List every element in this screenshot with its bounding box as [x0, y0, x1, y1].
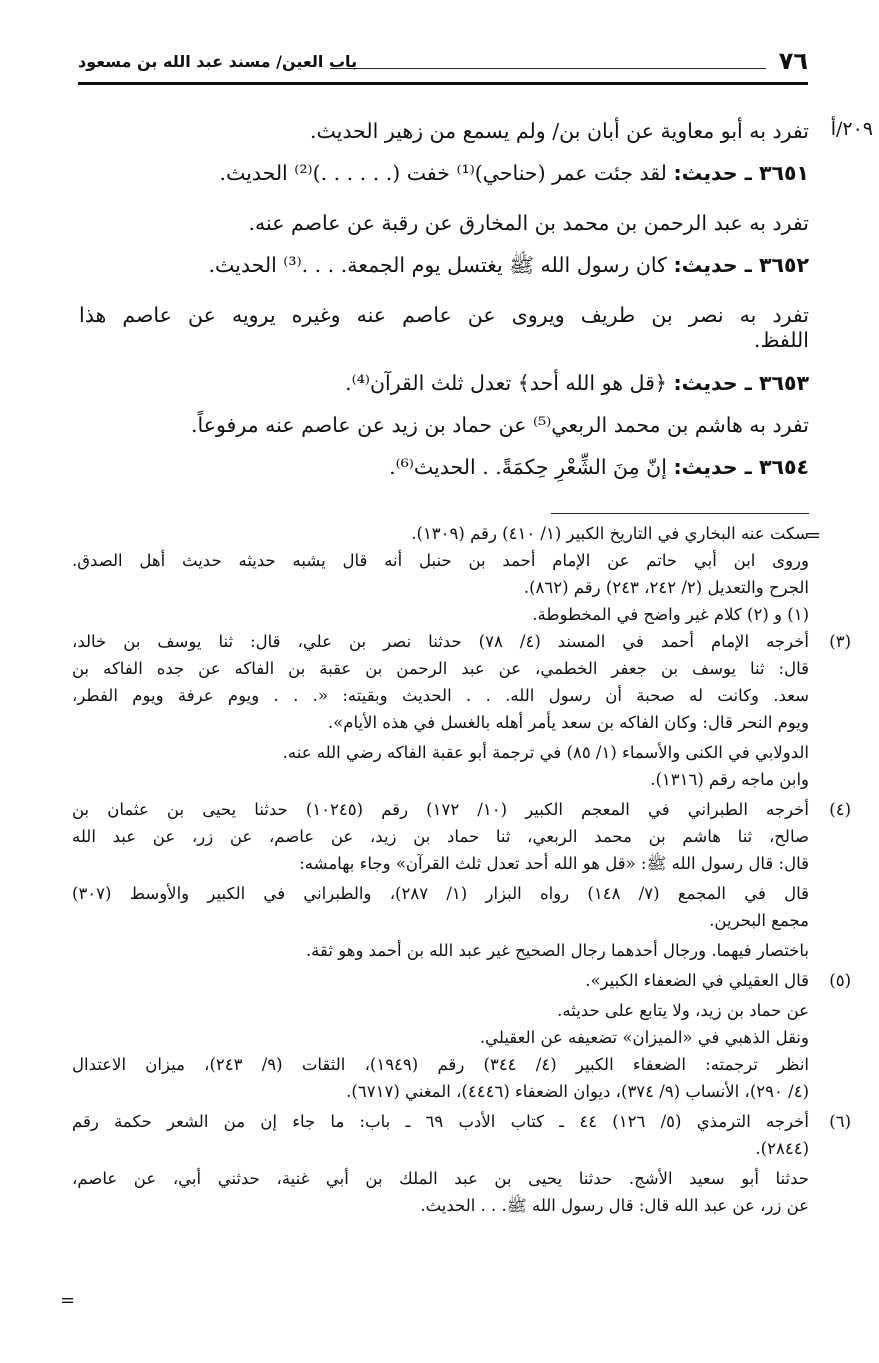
footnote-line: (٤/ ٢٩٠)، الأنساب (٩/ ٣٧٤)، ديوان الضعفاء (٤٤٤٦)، المغني (٦٧١٧).	[346, 1082, 809, 1101]
footnote-line: أخرجه الترمذي (٥/ ١٢٦) ٤٤ ـ كتاب الأدب ٦٩ ـ باب: ما جاء إن من الشعر حكمة رقم	[72, 1112, 809, 1131]
continuation-mark: =	[805, 525, 821, 546]
footnote-separator	[551, 513, 809, 514]
hadith-3654	[79, 446, 809, 488]
footnote-marker: (٣)	[829, 632, 851, 651]
footnote-line: وابن ماجه رقم (١٣١٦).	[650, 770, 809, 789]
footnote-line: حدثنا أبو سعيد الأشج. حدثنا يحيى بن عبد الملك بن أبي غنية، حدثني أبي، عن عاصم،	[72, 1169, 809, 1188]
footnote-6	[72, 1108, 851, 1219]
footnote-line: قال: قال رسول الله ﷺ: «قل هو الله أحد تعدل ثلث القرآن» وجاء بهامشه:	[299, 854, 809, 873]
header-rule	[78, 82, 808, 85]
hadith-3653	[79, 362, 809, 404]
footnote-line: باختصار فيهما. ورجال أحدهما رجال الصحيح غير عبد الله بن أحمد وهو ثقة.	[305, 941, 809, 960]
footnote-line: (٢٨٤٤).	[755, 1139, 809, 1158]
footnote-line: قال: ثنا يوسف بن جعفر الخطمي، عن عبد الرحمن بن عقبة بن الفاكه عن جده الفاكه بن	[72, 659, 809, 678]
hadith-text: كان رسول الله ﷺ يغتسل يوم الجمعة. . . .⁽³⁾ الحديث.	[208, 253, 667, 277]
footnote-line: الجرح والتعديل (٢/ ٢٤٢، ٢٤٣) رقم (٨٦٢).	[523, 578, 809, 597]
text-line-continuation: اللفظ.	[753, 328, 809, 352]
footnote-line: قال في المجمع (٧/ ١٤٨) رواه البزار (١/ ٢٨٧)، والطبراني في الكبير والأوسط (٣٠٧)	[72, 884, 810, 903]
hadith-text: لقد جئت عمر (حناحي)⁽¹⁾ خفت (. . . . . .)⁽²⁾ الحديث.	[219, 161, 667, 185]
hadith-text: ﴿قل هو الله أحد﴾ تعدل ثلث القرآن⁽⁴⁾.	[345, 371, 667, 395]
footnote-line: صالح، ثنا هاشم بن محمد الربعي، ثنا حماد بن زيد، عن عاصم، عن زر، عن عبد الله	[72, 827, 809, 846]
hadith-number: ٣٦٥٤ ـ حديث:	[673, 455, 809, 479]
footnote-line	[72, 601, 809, 628]
footnote-4	[72, 796, 851, 964]
footnote-text: كلام غير واضح في المخطوطة.	[532, 605, 742, 624]
footnote-line: عن زر، عن عبد الله قال: قال رسول الله ﷺ. . . الحديث.	[420, 1196, 809, 1215]
footnote-line: أخرجه الإمام أحمد في المسند (٤/ ٧٨) حدثنا نصر بن علي، قال: ثنا يوسف بن خالد،	[72, 632, 809, 651]
manuscript-folio-marker: ٢٠٩/أ	[830, 118, 873, 140]
running-header	[78, 46, 808, 82]
footnotes	[72, 520, 851, 1219]
continuation-mark: =	[60, 1290, 76, 1311]
hadith-number: ٣٦٥٢ ـ حديث:	[673, 253, 809, 277]
footnote-line: سعد. وكانت له صحبة أن رسول الله. . . الحديث وبقيته: «. . . ويوم عرفة ويوم الفطر،	[72, 686, 809, 705]
footnote-line: الدولابي في الكنى والأسماء (١/ ٨٥) في ترجمة أبو عقبة الفاكه رضي الله عنه.	[282, 743, 809, 762]
text-line: تفرد به هاشم بن محمد الربعي⁽⁵⁾ عن حماد بن زيد عن عاصم عنه مرفوعاً.	[190, 413, 809, 437]
hadith-3652	[79, 244, 809, 286]
footnote-line: انظر ترجمته: الضعفاء الكبير (٤/ ٣٤٤) رقم (١٩٤٩)، الثقات (٩/ ٢٤٣)، ميزان الاعتدال	[72, 1055, 810, 1074]
footnote-line: أخرجه الطبراني في المعجم الكبير (١٠/ ١٧٢) رقم (١٠٢٤٥) حدثنا يحيى بن عثمان بن	[72, 800, 809, 819]
hadith-text: إنّ مِنَ الشِّعْرِ حِكمَةً. . الحديث⁽⁶⁾.	[389, 455, 667, 479]
text-line: تفرد به نصر بن طريف ويروى عن عاصم عنه وغيره يرويه عن عاصم هذا	[79, 303, 809, 327]
main-text-continued	[79, 362, 809, 488]
footnote-marker: (٤)	[829, 800, 851, 819]
footnote-line: سكت عنه البخاري في التاريخ الكبير (١/ ٤١٠) رقم (١٣٠٩).	[411, 524, 809, 543]
text-line: تفرد به عبد الرحمن بن محمد بن المخارق عن رقبة عن عاصم عنه.	[248, 211, 809, 235]
text-line: تفرد به أبو معاوية عن أبان بن/ ولم يسمع من زهير الحديث.	[310, 119, 809, 143]
footnote-5	[72, 967, 851, 1105]
footnote-marker: (١) و (٢)	[747, 605, 809, 624]
footnote-continuation	[72, 520, 809, 601]
footnote-marker: (٥)	[829, 971, 851, 990]
footnote-line: قال العقيلي في الضعفاء الكبير».	[585, 971, 809, 990]
footnote-line: ويوم النحر قال: وكان الفاكه بن سعد يأمر أهله بالغسل في هذه الأيام».	[327, 713, 809, 732]
page-number: ٧٦	[778, 47, 808, 75]
footnote-line: وروى ابن أبي حاتم عن الإمام أحمد بن حنبل أنه قال يشبه حديثه حديث أهل الصدق.	[72, 551, 809, 570]
hadith-number: ٣٦٥٣ ـ حديث:	[673, 371, 809, 395]
main-text	[79, 110, 809, 336]
footnote-line: ونقل الذهبي في «الميزان» تضعيفه عن العقيلي.	[479, 1028, 809, 1047]
footnote-1-2	[72, 601, 809, 628]
footnote-3	[72, 628, 851, 793]
header-title: باب العين/ مسند عبد الله بن مسعود	[78, 52, 358, 71]
footnote-line: مجمع البحرين.	[709, 911, 809, 930]
hadith-number: ٣٦٥١ ـ حديث:	[673, 161, 809, 185]
footnote-line: عن حماد بن زيد، ولا يتابع على حديثه.	[557, 1001, 809, 1020]
footnote-marker: (٦)	[829, 1112, 851, 1131]
hadith-3651	[79, 152, 809, 194]
header-leader-line	[330, 68, 766, 69]
